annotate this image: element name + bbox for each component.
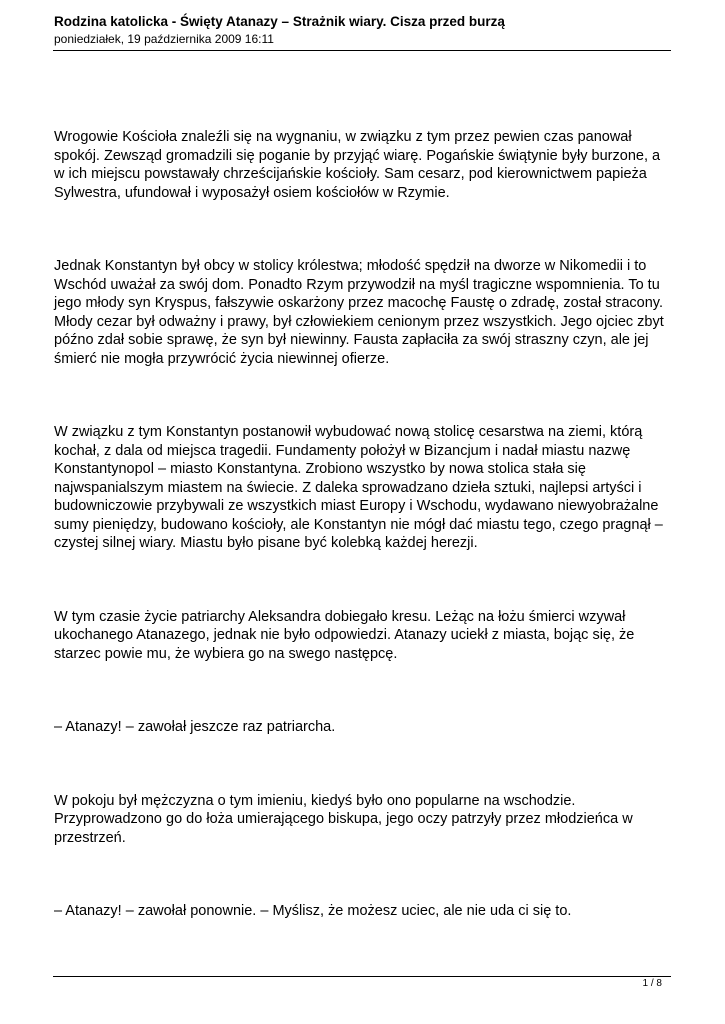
header-divider xyxy=(53,50,671,51)
paragraph: W tym czasie życie patriarchy Aleksandra dobiegało kresu. Leżąc na łożu śmierci wzywał ukochanego Atanazego, jednak nie było odpowiedzi. Atanazy uciekł z miasta, bojąc się, że starzec powie mu, że wybiera go na swego następcę. xyxy=(54,608,635,662)
document-title: Rodzina katolicka - Święty Atanazy – Strażnik wiary. Cisza przed burzą xyxy=(54,14,505,29)
paragraph: Jednak Konstantyn był obcy w stolicy królestwa; młodość spędził na dworze w Nikomedii i to Wschód uważał za swój dom. Ponadto Rzym przywodził na myśl tragiczne wspomnienia. To tu jego młody syn Kryspus, fałszywie oskarżony przez macochę Faustę o zdradę, został stracony. Młody cezar był odważny i prawy, był człowiekiem cenionym przez wszystkich. Jego ojciec zbyt późno zdał sobie sprawę, że syn był niewinny. Fausta zapłaciła za swój straszny czyn, ale jej śmierć nie mogła przywrócić życia niewinnej ofierze. xyxy=(54,258,664,367)
paragraph: Wrogowie Kościoła znaleźli się na wygnaniu, w związku z tym przez pewien czas panował spokój. Zewsząd gromadzili się poganie by przyjąć wiarę. Pogańskie świątynie były burzone, a w ich miejscu powstawały chrześcijańskie kościoły. Sam cesarz, pod kierownictwem papieża Sylwestra, ufundował i wyposażył osiem kościołów w Rzymie. xyxy=(54,129,661,201)
paragraph: – Atanazy! – zawołał ponownie. – Myślisz, że możesz uciec, ale nie uda ci się to. xyxy=(54,903,572,919)
article-body xyxy=(54,125,674,921)
page-number: 1 / 8 xyxy=(642,978,662,989)
paragraph: W związku z tym Konstantyn postanowił wybudować nową stolicę cesarstwa na ziemi, którą kochał, z dala od miejsca tragedii. Fundamenty położył w Bizancjum i nadał miastu nazwę Konstantynopol – miasto Konstantyna. Zrobiono wszystko by nowa stolica stała się najwspanialszym miastem na świecie. Z daleka sprowadzano dzieła sztuki, najlepsi artyści i budowniczowie przybywali ze wszystkich miast Europy i Wschodu, wydawano niewyobrażalne sumy pieniędzy, budowano kościoły, ale Konstantyn nie mógł dać miastu tego, czego pragnął – czystej silnej wiary. Miastu było pisane być kolebką każdej herezji. xyxy=(54,424,663,551)
publication-date: poniedziałek, 19 października 2009 16:11 xyxy=(54,32,274,46)
document-header xyxy=(54,13,671,47)
footer-divider xyxy=(53,976,671,977)
paragraph: W pokoju był mężczyzna o tym imieniu, kiedyś było ono popularne na wschodzie. Przyprowadzono go do łoża umierającego biskupa, jego oczy patrzyły przez młodzieńca w przestrzeń. xyxy=(54,792,633,846)
paragraph: – Atanazy! – zawołał jeszcze raz patriarcha. xyxy=(54,719,336,735)
